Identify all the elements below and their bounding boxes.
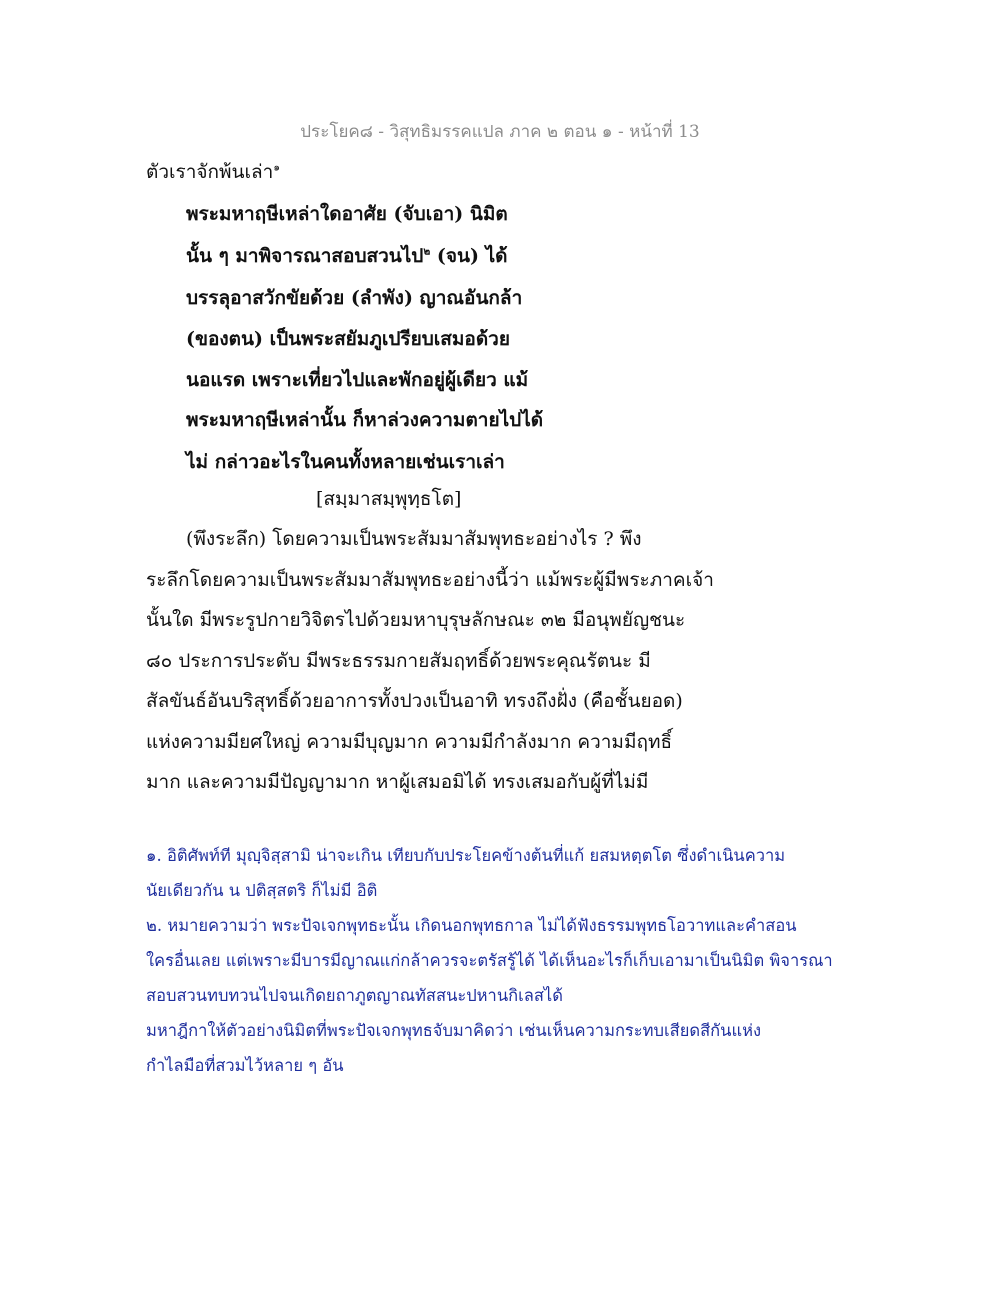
paragraph-line-2: ระลึกโดยความเป็นพระสัมมาสัมพุทธะอย่างนี้ว่า แม้พระผู้มีพระภาคเจ้า (146, 569, 714, 591)
verse-text: พระมหาฤษีเหล่าใดอาศัย (จับเอา) นิมิต (186, 203, 508, 225)
verse-line-2 (186, 247, 508, 266)
section-title: [สมฺมาสมฺพุทฺธโต] (316, 488, 462, 510)
verse-text: นอแรด เพราะเที่ยวไปและพักอยู่ผู้เดียว แม้ (186, 369, 529, 391)
intro-line (146, 163, 280, 182)
footnote-line-7: กำไลมือที่สวมไว้หลาย ๆ อัน (146, 1056, 344, 1075)
paragraph-line-3: นั้นใด มีพระรูปกายวิจิตรไปด้วยมหาบุรุษลักษณะ ๓๒ มีอนุพยัญชนะ (146, 609, 686, 631)
verse-text: (ของตน) เป็นพระสยัมภูเปรียบเสมอด้วย (186, 328, 510, 350)
footnote-line-6: มหาฎีกาให้ตัวอย่างนิมิตที่พระปัจเจกพุทธจับมาคิดว่า เช่นเห็นความกระทบเสียดสีกันแห่ง (146, 1021, 762, 1040)
verse-text: ไม่ กล่าวอะไรในคนทั้งหลายเช่นเราเล่า (186, 451, 505, 473)
paragraph-line-7: มาก และความมีปัญญามาก หาผู้เสมอมิได้ ทรงเสมอกับผู้ที่ไม่มี (146, 771, 649, 793)
footnote-marker: ๒ (423, 245, 431, 258)
verse-text: พระมหาฤษีเหล่านั้น ก็หาล่วงความตายไปได้ (186, 409, 544, 431)
verse-line-7 (186, 453, 505, 472)
page-header: ประโยค๘ - วิสุทธิมรรคแปล ภาค ๒ ตอน ๑ - หน้าที่ 13 (300, 122, 700, 142)
paragraph-line-1: (พึงระลึก) โดยความเป็นพระสัมมาสัมพุทธะอย่างไร ? พึง (186, 528, 642, 550)
verse-line-6 (186, 411, 543, 430)
verse-line-3 (186, 289, 522, 308)
footnote-marker: ๑ (273, 161, 280, 174)
verse-text-continued: (จน) ได้ (430, 245, 508, 267)
paragraph-line-6: แห่งความมียศใหญ่ ความมีบุญมาก ความมีกำลังมาก ความมีฤทธิ์ (146, 731, 673, 753)
intro-line-text: ตัวเราจักพ้นเล่า (146, 161, 274, 183)
footnote-line-3: ๒. หมายความว่า พระปัจเจกพุทธะนั้น เกิดนอกพุทธกาล ไม่ได้ฟังธรรมพุทธโอวาทและคำสอน (146, 916, 797, 935)
footnote-line-1: ๑. อิติศัพท์ที มุญฺจิสฺสามิ น่าจะเกิน เทียบกับประโยคข้างต้นที่แก้ ยสมหตฺตโต ซึ่งดำเนินความ (146, 846, 786, 865)
verse-text: นั้น ๆ มาพิจารณาสอบสวนไป (186, 245, 424, 267)
footnote-line-4: ใครอื่นเลย แต่เพราะมีบารมีญาณแก่กล้าควรจะตรัสรู้ได้ ได้เห็นอะไรก็เก็บเอามาเป็นนิมิต พิจารณา (146, 951, 833, 970)
paragraph-line-4: ๘๐ ประการประดับ มีพระธรรมกายสัมฤทธิ์ด้วยพระคุณรัตนะ มี (146, 650, 651, 672)
verse-line-5 (186, 371, 528, 390)
verse-line-4 (186, 330, 510, 349)
paragraph-line-5: สัลขันธ์อันบริสุทธิ์ด้วยอาการทั้งปวงเป็นอาทิ ทรงถึงฝั่ง (คือชั้นยอด) (146, 690, 683, 712)
verse-line-1 (186, 205, 508, 224)
footnote-line-2: นัยเดียวกัน น ปติสฺสตริ ก็ไม่มี อิติ (146, 881, 378, 900)
verse-text: บรรลุอาสวักขัยด้วย (ลำพัง) ญาณอันกล้า (186, 287, 523, 309)
footnote-line-5: สอบสวนทบทวนไปจนเกิดยถาภูตญาณทัสสนะปหานกิเลสได้ (146, 986, 563, 1005)
